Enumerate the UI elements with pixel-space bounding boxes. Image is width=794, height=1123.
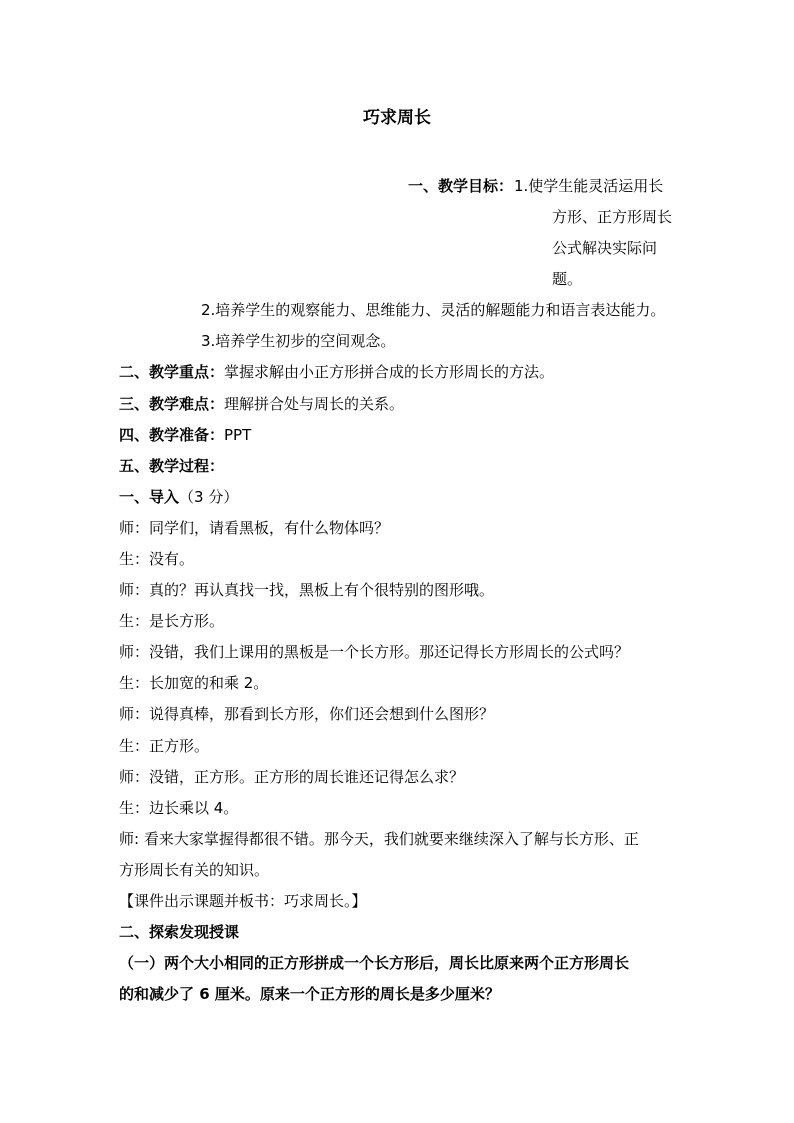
board-note: 【课件出示课题并板书：巧求周长。】 xyxy=(119,892,367,910)
key-point-text: 掌握求解由小正方形拼合成的长方形周长的方法。 xyxy=(224,363,555,381)
key-point xyxy=(119,362,554,382)
intro-label: 一、导入 xyxy=(119,488,180,506)
preparation-text: PPT xyxy=(224,426,252,444)
dialogue-line: 生：边长乘以 4。 xyxy=(119,799,239,817)
dialogue-line: 生：没有。 xyxy=(119,550,195,568)
dialogue-line: 师：说得真棒，那看到长方形，你们还会想到什么图形？ xyxy=(119,705,495,723)
closing-line-2: 方形周长有关的知识。 xyxy=(119,861,270,879)
objectives-label: 一、教学目标： xyxy=(408,177,514,195)
page-title: 巧求周长 xyxy=(363,108,431,128)
closing-line-1: 师: 看来大家掌握得都很不错。那今天，我们就要来继续深入了解与长方形、正 xyxy=(119,830,639,848)
dialogue-line: 生：是长方形。 xyxy=(119,612,225,630)
dialogue-line: 师：没错，我们上课用的黑板是一个长方形。那还记得长方形周长的公式吗？ xyxy=(119,643,630,661)
objective-item-1-wrap-1: 方形、正方形周长 xyxy=(552,208,673,226)
difficulty-text: 理解拼合处与周长的关系。 xyxy=(224,395,405,413)
problem-line-1: （一）两个大小相同的正方形拼成一个长方形后，周长比原来两个正方形周长 xyxy=(119,954,630,972)
difficulty-label: 三、教学难点： xyxy=(119,395,225,413)
objective-item-1-wrap-3: 题。 xyxy=(552,270,583,288)
objective-item-2: 2.培养学生的观察能力、思维能力、灵活的解题能力和语言表达能力。 xyxy=(201,301,666,319)
dialogue-line: 生：长加宽的和乘 2。 xyxy=(119,674,269,692)
preparation-label: 四、教学准备： xyxy=(119,426,225,444)
dialogue-line: 师：同学们，请看黑板，有什么物体吗？ xyxy=(119,519,390,537)
difficulty xyxy=(119,394,404,414)
process-label: 五、教学过程： xyxy=(119,457,225,475)
objective-item-1-start: 1.使学生能灵活运用长 xyxy=(514,177,664,195)
dialogue-line: 师：没错，正方形。正方形的周长谁还记得怎么求？ xyxy=(119,768,465,786)
key-point-label: 二、教学重点： xyxy=(119,363,225,381)
objective-item-1-wrap-2: 公式解决实际问 xyxy=(552,239,658,257)
section2-label: 二、探索发现授课 xyxy=(119,923,240,941)
objective-item-3: 3.培养学生初步的空间观念。 xyxy=(201,332,396,350)
intro-time: （3 分） xyxy=(179,488,239,506)
intro-heading xyxy=(119,487,238,507)
dialogue-line: 生：正方形。 xyxy=(119,737,210,755)
dialogue-line: 师：真的？再认真找一找，黑板上有个很特别的图形哦。 xyxy=(119,581,495,599)
preparation xyxy=(119,425,251,445)
problem-line-2: 的和减少了 6 厘米。原来一个正方形的周长是多少厘米？ xyxy=(119,985,500,1003)
